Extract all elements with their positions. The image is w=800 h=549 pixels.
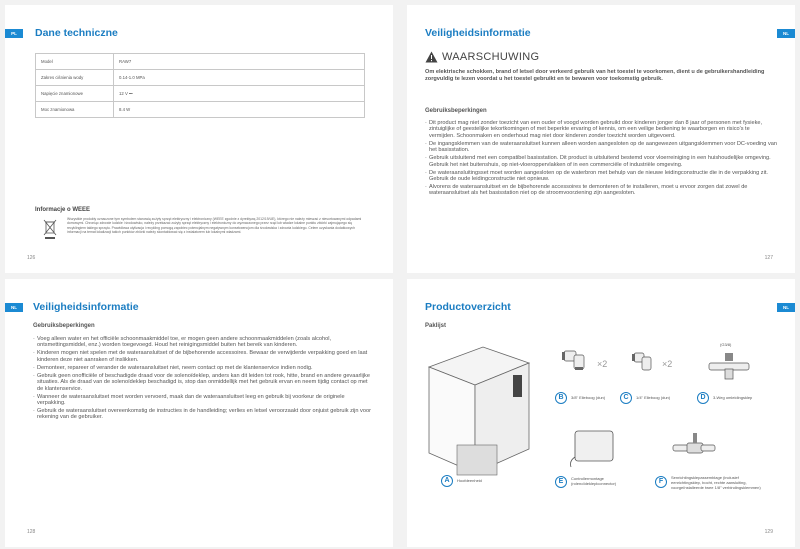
warning-icon <box>425 51 438 63</box>
language-tag: PL <box>5 29 23 38</box>
part-letter: B <box>555 392 567 404</box>
section-subhead: Paklijst <box>425 323 447 329</box>
part-letter: C <box>620 392 632 404</box>
list-item: · De ingangsklemmen van de wateraansluitset kunnen alleen worden aangesloten op de aangewezen uitgangsklemmen voor DC-voeding van het basisstation. <box>425 141 777 154</box>
part-label: 1/4" Elleboog (dun) <box>636 394 671 400</box>
spec-value: 12 V ⎓ <box>114 86 365 102</box>
spec-key: Model <box>36 54 114 70</box>
spec-key: Napięcie znamionowe <box>36 86 114 102</box>
part-label: 3/8" Elleboog (dun) <box>571 394 606 400</box>
part-letter: D <box>697 392 709 404</box>
part-label: 3-Weg omleidingsklep <box>713 394 753 400</box>
page-title: Dane techniczne <box>35 27 118 39</box>
quantity-label: ×2 <box>597 359 608 369</box>
page-number: 128 <box>27 529 36 535</box>
part-label: Controllermontage (rolenoïdekleplconnector) <box>571 476 617 486</box>
list-item: · Demonteer, repareer of verander de wateraansluitset niet, neem contact op met de klantenservice indien nodig. <box>33 365 373 371</box>
part-letter: F <box>655 476 667 488</box>
list-item: · Kinderen mogen niet spelen met de wateraansluitset of de bijbehorende accessoires. Bewaar de verwijderde verpakking goed en laat kinderen deze niet aanraken of inslikken. <box>33 350 373 363</box>
table-row <box>36 54 365 70</box>
spec-key: Moc znamionowa <box>36 102 114 118</box>
table-row <box>36 86 365 102</box>
weee-heading: Informacje o WEEE <box>35 207 91 213</box>
page-number: 129 <box>764 529 773 535</box>
page-number: 127 <box>764 255 773 261</box>
spec-value: 0.14-1.0 MPa <box>114 70 365 86</box>
quantity-label: ×2 <box>662 359 673 369</box>
main-unit-illustration <box>427 345 535 495</box>
weee-text: Wszystkie produkty oznaczone tym symbolem stanowią zużyty sprzęt elektryczny i elektroniczny (WEEE zgodnie z dyrektywą 2012/19/UE), którego nie należy mieszać z niesortowanymi odpadami domowymi. Chroniąc zdrowie ludzkie i środowisko, należy przekazać zużyty sprzęt elektryczny i elektroniczny do wyznaczonego przez rząd lub władze lokalne punktu zbiórki zajmującego się recyklingiem takiego sprzętu. Prawidłowa utylizacja i recykling pomogą zapobiec potencjalnym negatywnym konsekwencjom dla środowiska i zdrowia ludzkiego. Celem uzyskania dodatkowych informacji na temat lokalizacji takich punktów zbiórki należy skontaktować się z instalatorem lub lokalnymi władzami. <box>67 217 362 235</box>
section-subhead: Gebruiksbeperkingen <box>33 323 95 329</box>
list-item: · Gebruik de wateraansluitset overeenkomstig de instructies in de handleiding; verlies en letsel veroorzaakt door onjuist gebruik zijn voor rekening van de gebruiker. <box>33 408 373 421</box>
part-d <box>697 392 752 404</box>
spec-value: RAW7 <box>114 54 365 70</box>
list-item: · Voeg alleen water en het officiële schoonmaakmiddel toe, er mogen geen andere schoonmaakmiddelen (zoals alcohol, ontsmettingsmiddel, enz.) worden toegevoegd. Houd het reinigingsmiddel buiten het bereik van kinderen. <box>33 336 373 349</box>
section-subhead: Gebruiksbeperkingen <box>425 108 487 114</box>
list-item: · Alvorens de wateraansluitset en de bijbehorende accessoires te demonteren of te installeren, moet u ervoor zorgen dat zowel de wateraansluitset als het basisstation niet op de stroomvoorziening zijn aangesloten. <box>425 184 777 197</box>
three-way-valve-illustration <box>707 351 751 381</box>
elbow-1-4-illustration <box>632 349 658 375</box>
spec-table <box>35 53 365 118</box>
part-f <box>655 476 761 490</box>
restrictions-list <box>33 336 373 422</box>
page-title: Productoverzicht <box>425 301 511 313</box>
warning-title: WAARSCHUWING <box>442 51 540 63</box>
part-label: Hoofdeenheid <box>457 477 482 483</box>
page-title: Veiligheidsinformatie <box>33 301 139 313</box>
page-veiligheidsinformatie-2 <box>5 279 393 547</box>
part-b <box>555 392 605 404</box>
part-a <box>441 475 482 487</box>
controller-illustration <box>567 427 617 469</box>
page-productoverzicht <box>407 279 795 547</box>
page-dane-techniczne <box>5 5 393 273</box>
crossed-bin-icon <box>43 219 57 241</box>
list-item: · De wateraansluitingsset moet worden aangesloten op de waterbron met behulp van de nieuwe leidingconstructie die in de verpakking zit. Gebruik de oude leidingconstructie niet opnieuw. <box>425 170 777 183</box>
table-row <box>36 70 365 86</box>
list-item: · Gebruik uitsluitend met een compatibel basisstation. Dit product is uitsluitend bestemd voor vloerreiniging in een huishoudelijke omgeving. Gebruik het niet buitenshuis, op niet-vloeroppervlakken of in een commerciële of industriële omgeving. <box>425 155 777 168</box>
elbow-3-8-illustration <box>562 347 592 375</box>
size-tag: (G3/8) <box>720 342 732 347</box>
language-tag: NL <box>777 303 795 312</box>
page-number: 126 <box>27 255 36 261</box>
warning-header <box>425 51 539 63</box>
part-letter: E <box>555 476 567 488</box>
part-letter: A <box>441 475 453 487</box>
table-row <box>36 102 365 118</box>
list-item: · Dit product mag niet zonder toezicht van een ouder of voogd worden gebruikt door kinderen jonger dan 8 jaar of personen met fysieke, zintuiglijke of geestelijke tekortkomingen of met beperkte ervaring of kennis, om een veilige bediening te waarborgen en risico's te vermijden. Schoonmaken en onderhoud mag niet door kinderen zonder toezicht worden uitgevoerd. <box>425 120 777 139</box>
part-c <box>620 392 670 404</box>
list-item: · Wanneer de wateraansluitset moet worden vervoerd, maak dan de wateraansluitset leeg en gebruik bij voorkeur de originele verpakking. <box>33 394 373 407</box>
language-tag: NL <box>5 303 23 312</box>
check-valve-assembly-illustration <box>669 429 719 471</box>
restrictions-list <box>425 120 777 198</box>
page-veiligheidsinformatie-1 <box>407 5 795 273</box>
list-item: · Gebruik geen onofficiële of beschadigde draad voor de solenoïdeklep, anders kan dit leiden tot rook, hitte, brand en andere gevaarlijke situaties. Als de draad van de solenoïdeklep beschadigd is, stop dan onmiddellijk met het gebruik ervan en neem tijdig contact op met de klantenservice. <box>33 373 373 392</box>
page-title: Veiligheidsinformatie <box>425 27 531 39</box>
part-label: Senrichtingsklepassemblage (inclusief eenrichtingsklep, bocht, rechte aansluiting, voorgeïnstalleerde twee 1/8" verbindingsklemmen) <box>671 475 761 490</box>
spec-value: 8.4 W <box>114 102 365 118</box>
spec-key: Zakres ciśnienia wody <box>36 70 114 86</box>
warning-text: Om elektrische schokken, brand of letsel door verkeerd gebruik van het toestel te voorkomen, dient u de gebruikershandleiding zorgvuldig te lezen voordat u het toestel gebruikt en te bewaren voor toekomstig gebruik. <box>425 69 765 82</box>
language-tag: NL <box>777 29 795 38</box>
part-e <box>555 476 629 488</box>
